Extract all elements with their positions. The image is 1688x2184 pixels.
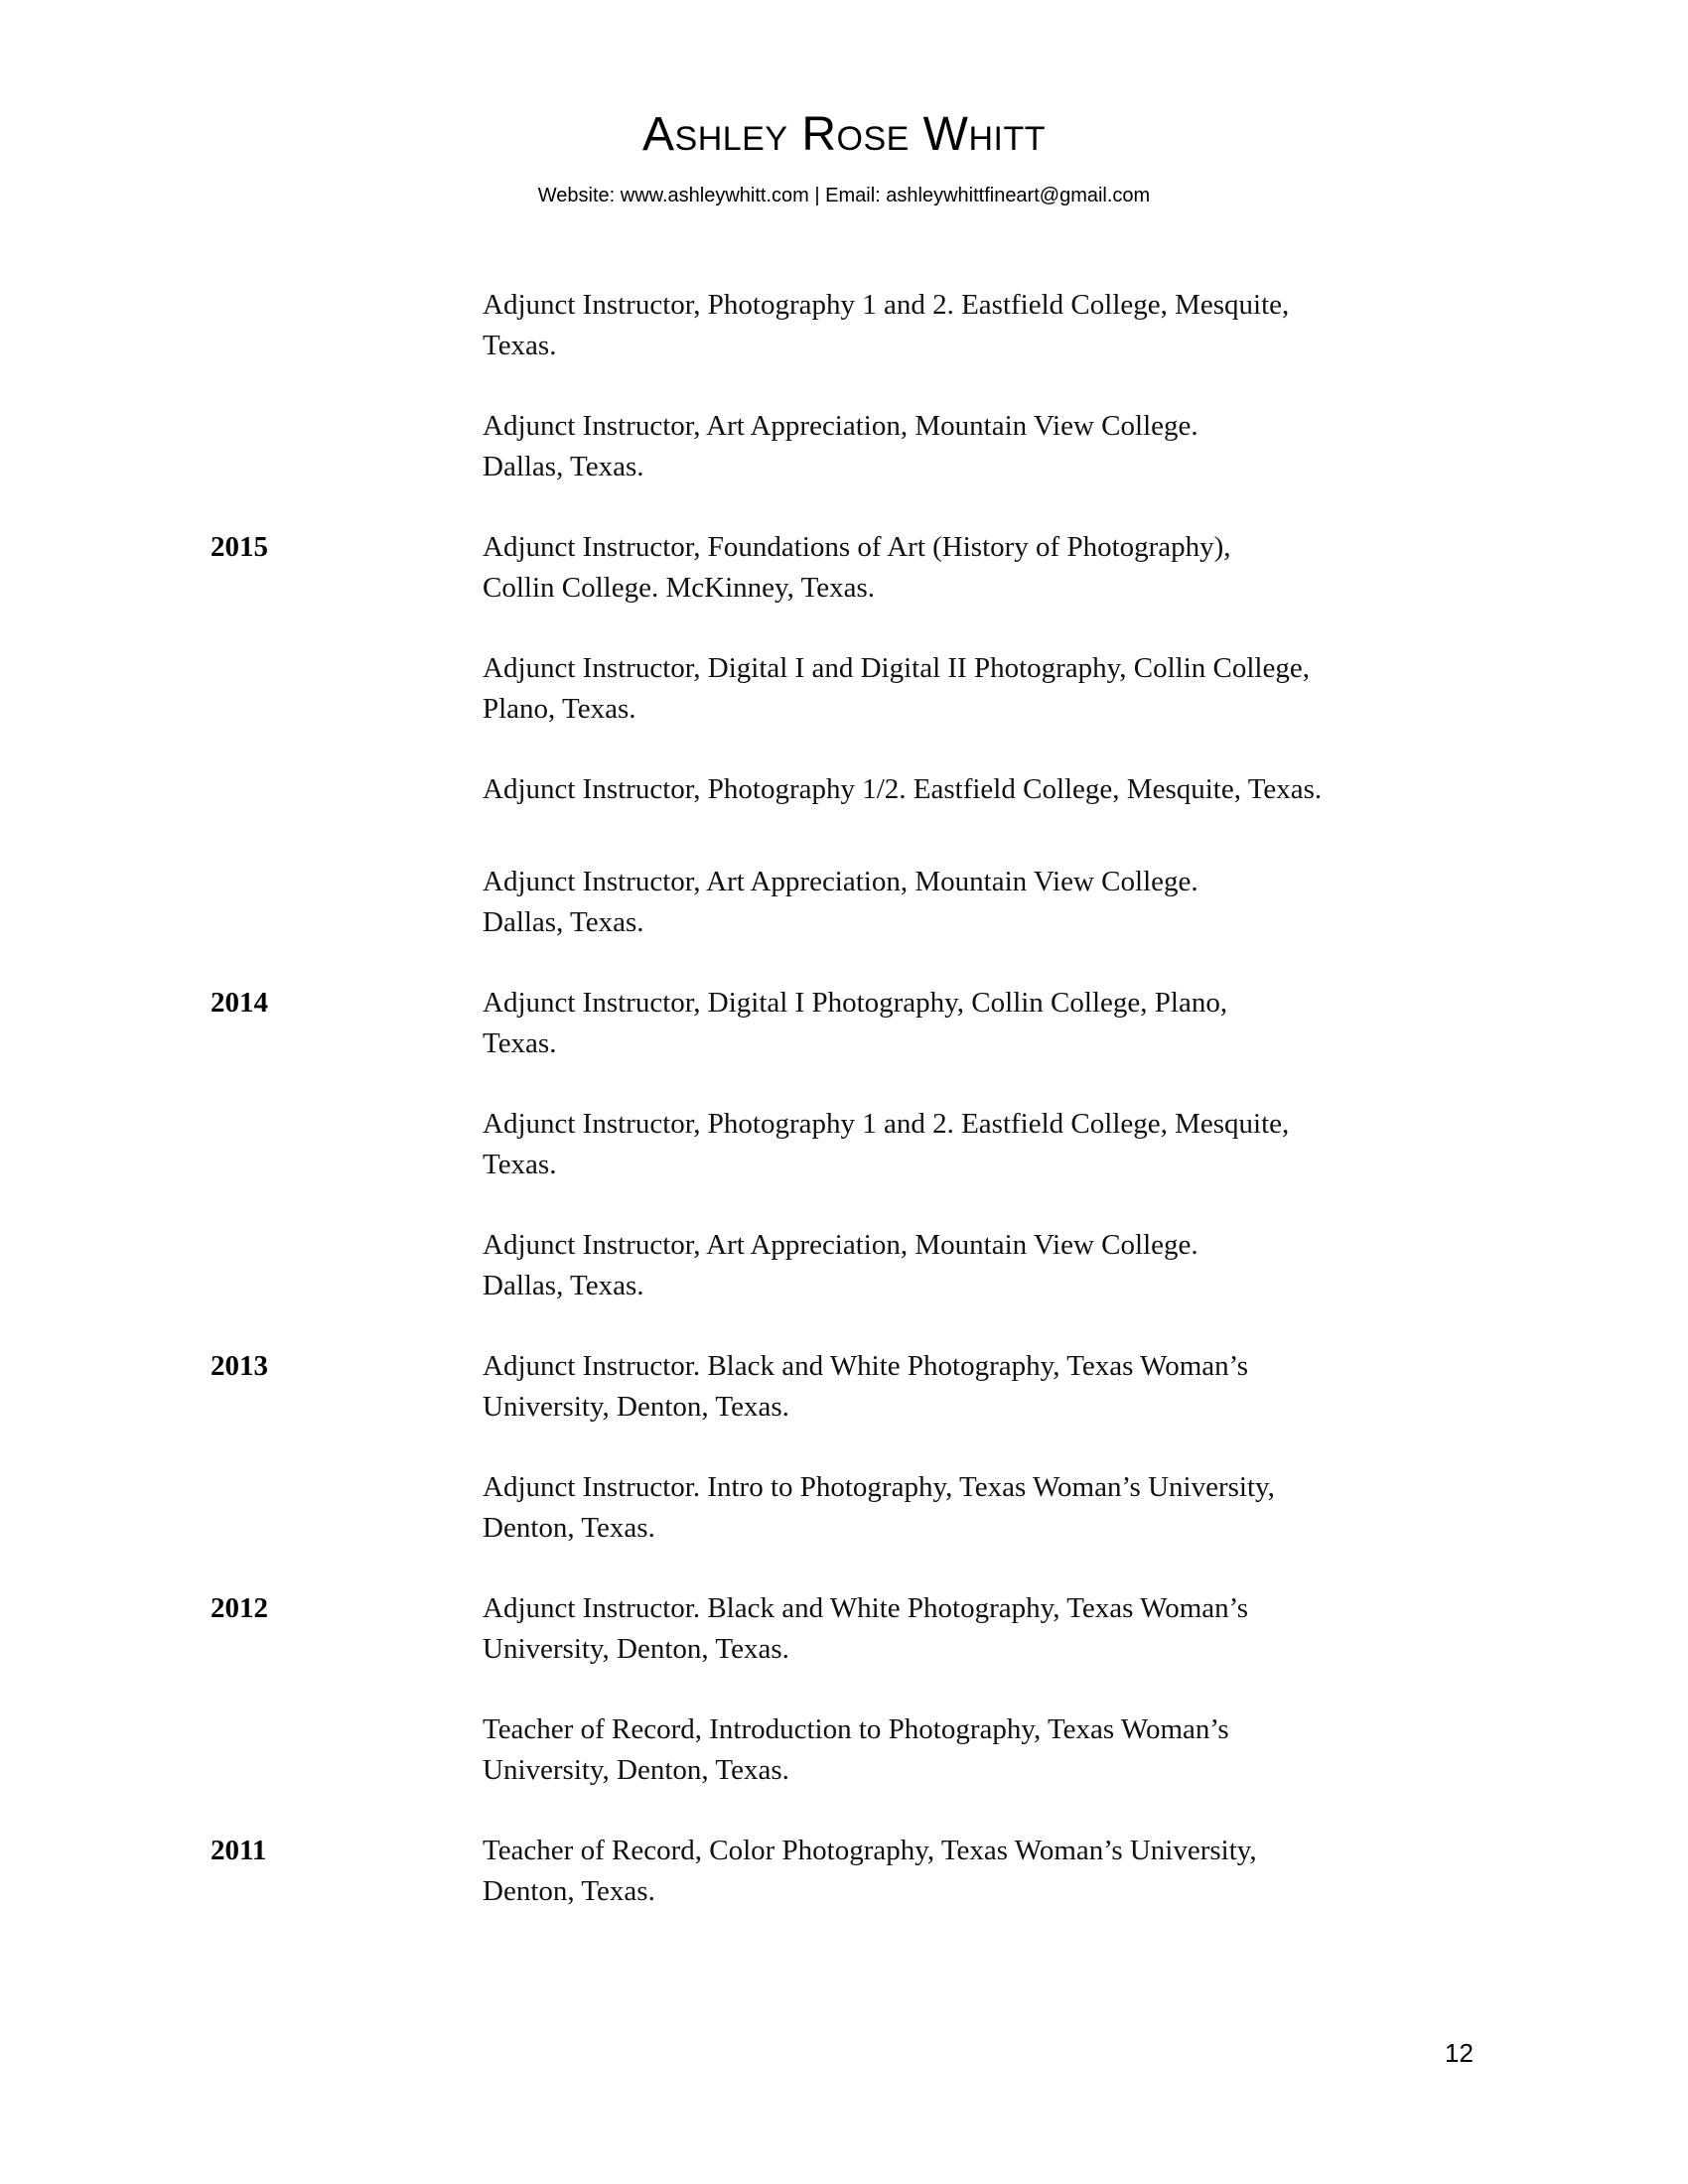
entry-year: 2013 bbox=[211, 1350, 268, 1382]
contact-line: Website: www.ashleywhitt.com | Email: ashleywhittfineart@gmail.com bbox=[537, 185, 1151, 206]
entry-text: Adjunct Instructor, Art Appreciation, Mountain View College. Dallas, Texas. bbox=[483, 410, 1198, 482]
entry-year: 2014 bbox=[211, 987, 268, 1019]
entry-text: Adjunct Instructor. Black and White Photography, Texas Woman’s University, Denton, Texas. bbox=[483, 1350, 1248, 1423]
entry-year: 2011 bbox=[211, 1835, 267, 1866]
entry-text: Teacher of Record, Color Photography, Texas Woman’s University, Denton, Texas. bbox=[483, 1835, 1257, 1907]
entry-year: 2012 bbox=[211, 1592, 268, 1624]
entry-text: Adjunct Instructor, Digital I and Digital II Photography, Collin College, Plano, Texas. bbox=[483, 652, 1310, 725]
entry-text: Adjunct Instructor, Photography 1/2. Eastfield College, Mesquite, Texas. bbox=[483, 773, 1323, 805]
entry-text: Adjunct Instructor, Photography 1 and 2. Eastfield College, Mesquite, Texas. bbox=[483, 1108, 1290, 1180]
entry-text: Adjunct Instructor, Photography 1 and 2. Eastfield College, Mesquite, Texas. bbox=[483, 289, 1290, 361]
cv-name-heading: Ashley Rose Whitt bbox=[642, 108, 1046, 161]
page-number: 12 bbox=[1445, 2038, 1474, 2068]
entry-text: Adjunct Instructor. Black and White Photography, Texas Woman’s University, Denton, Texas. bbox=[483, 1592, 1248, 1665]
entry-text: Adjunct Instructor, Foundations of Art (History of Photography), Collin College. McKinney, Texas. bbox=[483, 531, 1231, 604]
entry-text: Teacher of Record, Introduction to Photography, Texas Woman’s University, Denton, Texas. bbox=[483, 1713, 1229, 1786]
entry-year: 2015 bbox=[211, 531, 268, 563]
entry-text: Adjunct Instructor. Intro to Photography, Texas Woman’s University, Denton, Texas. bbox=[483, 1471, 1275, 1544]
entry-text: Adjunct Instructor, Digital I Photography, Collin College, Plano, Texas. bbox=[483, 987, 1228, 1059]
entry-text: Adjunct Instructor, Art Appreciation, Mountain View College. Dallas, Texas. bbox=[483, 866, 1198, 938]
entry-text: Adjunct Instructor, Art Appreciation, Mountain View College. Dallas, Texas. bbox=[483, 1229, 1198, 1301]
